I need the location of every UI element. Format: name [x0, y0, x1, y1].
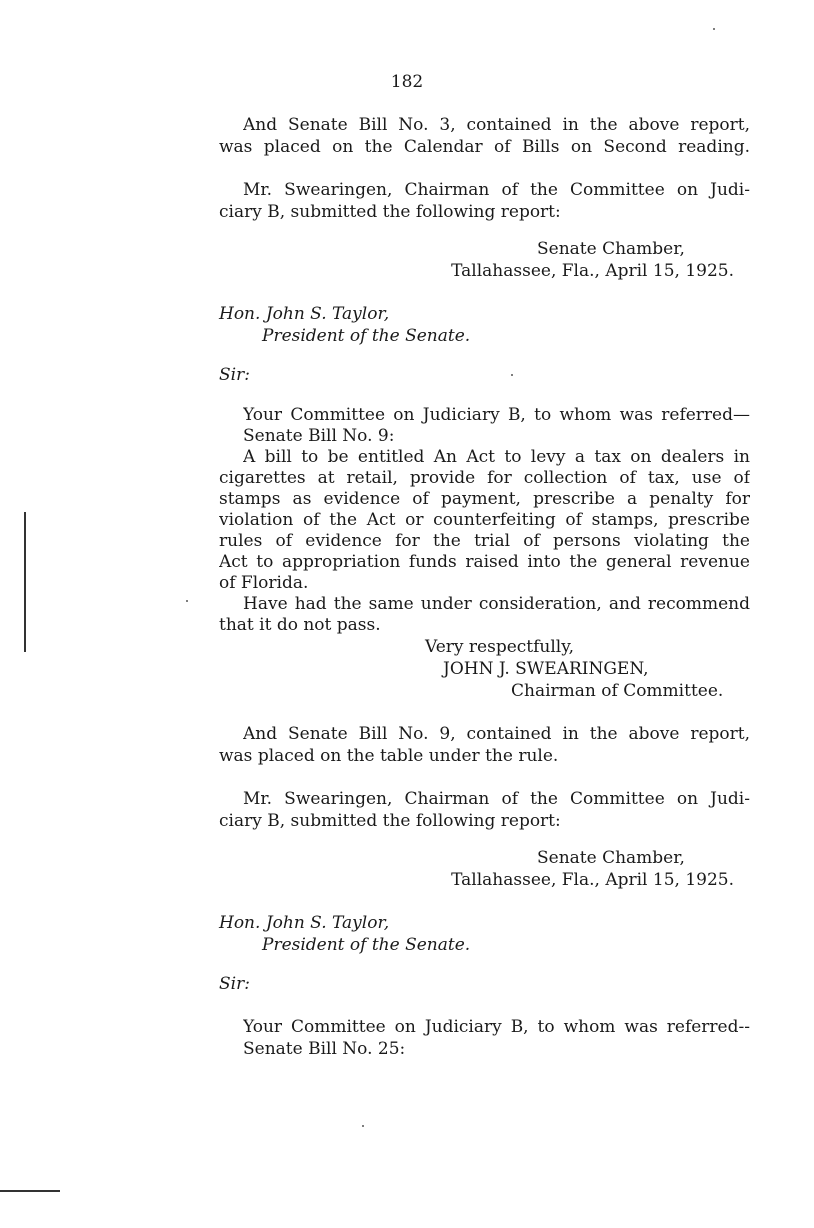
speck — [362, 1125, 364, 1127]
text-line: Mr. Swearingen, Chairman of the Committee on Judi- — [243, 789, 750, 809]
report-body-line: Your Committee on Judiciary B, to whom was referred— — [243, 405, 750, 425]
report-body-line: stamps as evidence of payment, prescribe a penalty for — [219, 489, 750, 509]
report-body-line: cigarettes at retail, provide for collection of tax, use of — [219, 468, 750, 488]
report-body-line: Senate Bill No. 9: — [243, 426, 395, 446]
text-line: ciary B, submitted the following report: — [219, 811, 561, 831]
signer-name: JOHN J. SWEARINGEN, — [443, 659, 649, 679]
salutation: Sir: — [219, 974, 250, 994]
addressee-name: Hon. John S. Taylor, — [219, 913, 390, 933]
addressee-title: President of the Senate. — [262, 326, 471, 346]
margin-mark — [0, 1190, 60, 1192]
speck — [713, 28, 715, 30]
text-line: And Senate Bill No. 9, contained in the above report, — [243, 724, 750, 744]
text-line: ciary B, submitted the following report: — [219, 202, 561, 222]
text-line: And Senate Bill No. 3, contained in the above report, — [243, 115, 750, 135]
text-line: was placed on the Calendar of Bills on Second reading. — [219, 137, 750, 157]
report-body-line: Senate Bill No. 25: — [243, 1039, 406, 1059]
speck — [186, 600, 188, 602]
report-body-line: A bill to be entitled An Act to levy a tax on dealers in — [243, 447, 750, 467]
report-city-date: Tallahassee, Fla., April 15, 1925. — [451, 261, 734, 281]
page-number: 182 — [390, 72, 424, 92]
text-line: was placed on the table under the rule. — [219, 746, 559, 766]
speck — [511, 374, 513, 376]
addressee-title: President of the Senate. — [262, 935, 471, 955]
report-body-line: Your Committee on Judiciary B, to whom was referred-- — [243, 1017, 750, 1037]
report-place: Senate Chamber, — [537, 239, 685, 259]
closing: Very respectfully, — [425, 637, 574, 657]
text-line: Mr. Swearingen, Chairman of the Committee on Judi- — [243, 180, 750, 200]
salutation: Sir: — [219, 365, 250, 385]
report-place: Senate Chamber, — [537, 848, 685, 868]
report-body-line: violation of the Act or counterfeiting of stamps, prescribe — [219, 510, 750, 530]
report-body-line: rules of evidence for the trial of persons violating the — [219, 531, 750, 551]
report-body-line: of Florida. — [219, 573, 309, 593]
report-city-date: Tallahassee, Fla., April 15, 1925. — [451, 870, 734, 890]
signer-title: Chairman of Committee. — [511, 681, 724, 701]
report-body-line: that it do not pass. — [219, 615, 381, 635]
report-body-line: Have had the same under consideration, and recommend — [243, 594, 750, 614]
addressee-name: Hon. John S. Taylor, — [219, 304, 390, 324]
margin-mark — [24, 512, 26, 652]
report-body-line: Act to appropriation funds raised into the general revenue — [219, 552, 750, 572]
